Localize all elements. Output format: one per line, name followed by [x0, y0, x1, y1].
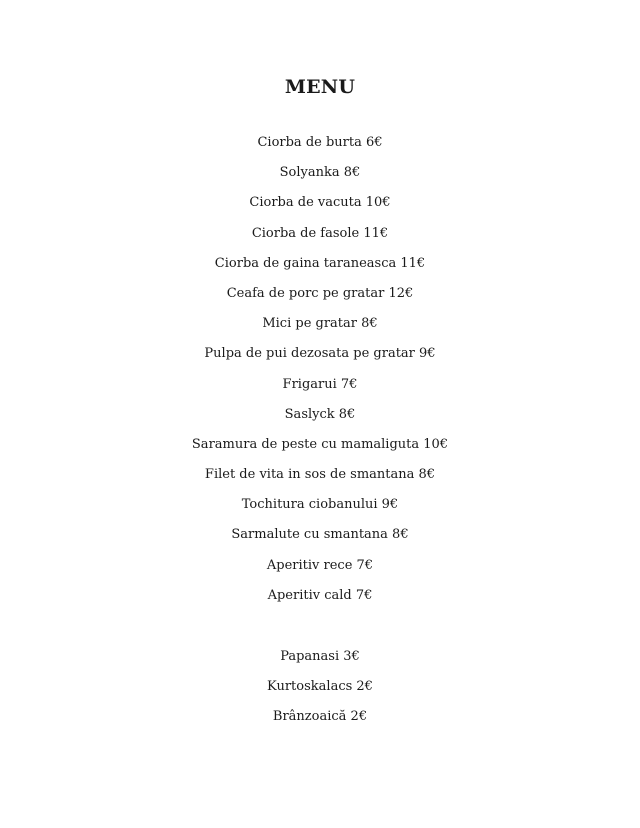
menu-item: Saramura de peste cu mamaliguta 10€	[191, 436, 449, 452]
menu-item: Ciorba de vacuta 10€	[249, 195, 391, 211]
menu-item: Pulpa de pui dezosata pe gratar 9€	[204, 346, 436, 362]
menu-title: MENU	[284, 76, 356, 98]
dessert-item: Kurtoskalacs 2€	[267, 679, 373, 695]
menu-item: Sarmalute cu smantana 8€	[231, 527, 409, 543]
menu-item: Aperitiv rece 7€	[266, 557, 374, 573]
menu-item: Frigarui 7€	[282, 376, 358, 392]
menu-item: Filet de vita in sos de smantana 8€	[204, 467, 436, 483]
dessert-item: Brânzoaică 2€	[272, 709, 368, 725]
menu-item: Ciorba de fasole 11€	[251, 225, 389, 241]
menu-item: Saslyck 8€	[284, 406, 356, 422]
menu-item: Ceafa de porc pe gratar 12€	[226, 285, 414, 301]
main-menu-list	[0, 133, 640, 616]
menu-item: Solyanka 8€	[279, 165, 361, 181]
menu-item: Tochitura ciobanului 9€	[241, 497, 399, 513]
menu-item: Mici pe gratar 8€	[262, 316, 378, 332]
menu-item: Aperitiv cald 7€	[267, 587, 373, 603]
dessert-menu-list	[0, 647, 640, 738]
menu-item: Ciorba de burta 6€	[257, 135, 383, 150]
dessert-item: Papanasi 3€	[280, 649, 360, 664]
menu-item: Ciorba de gaina taraneasca 11€	[214, 255, 426, 271]
